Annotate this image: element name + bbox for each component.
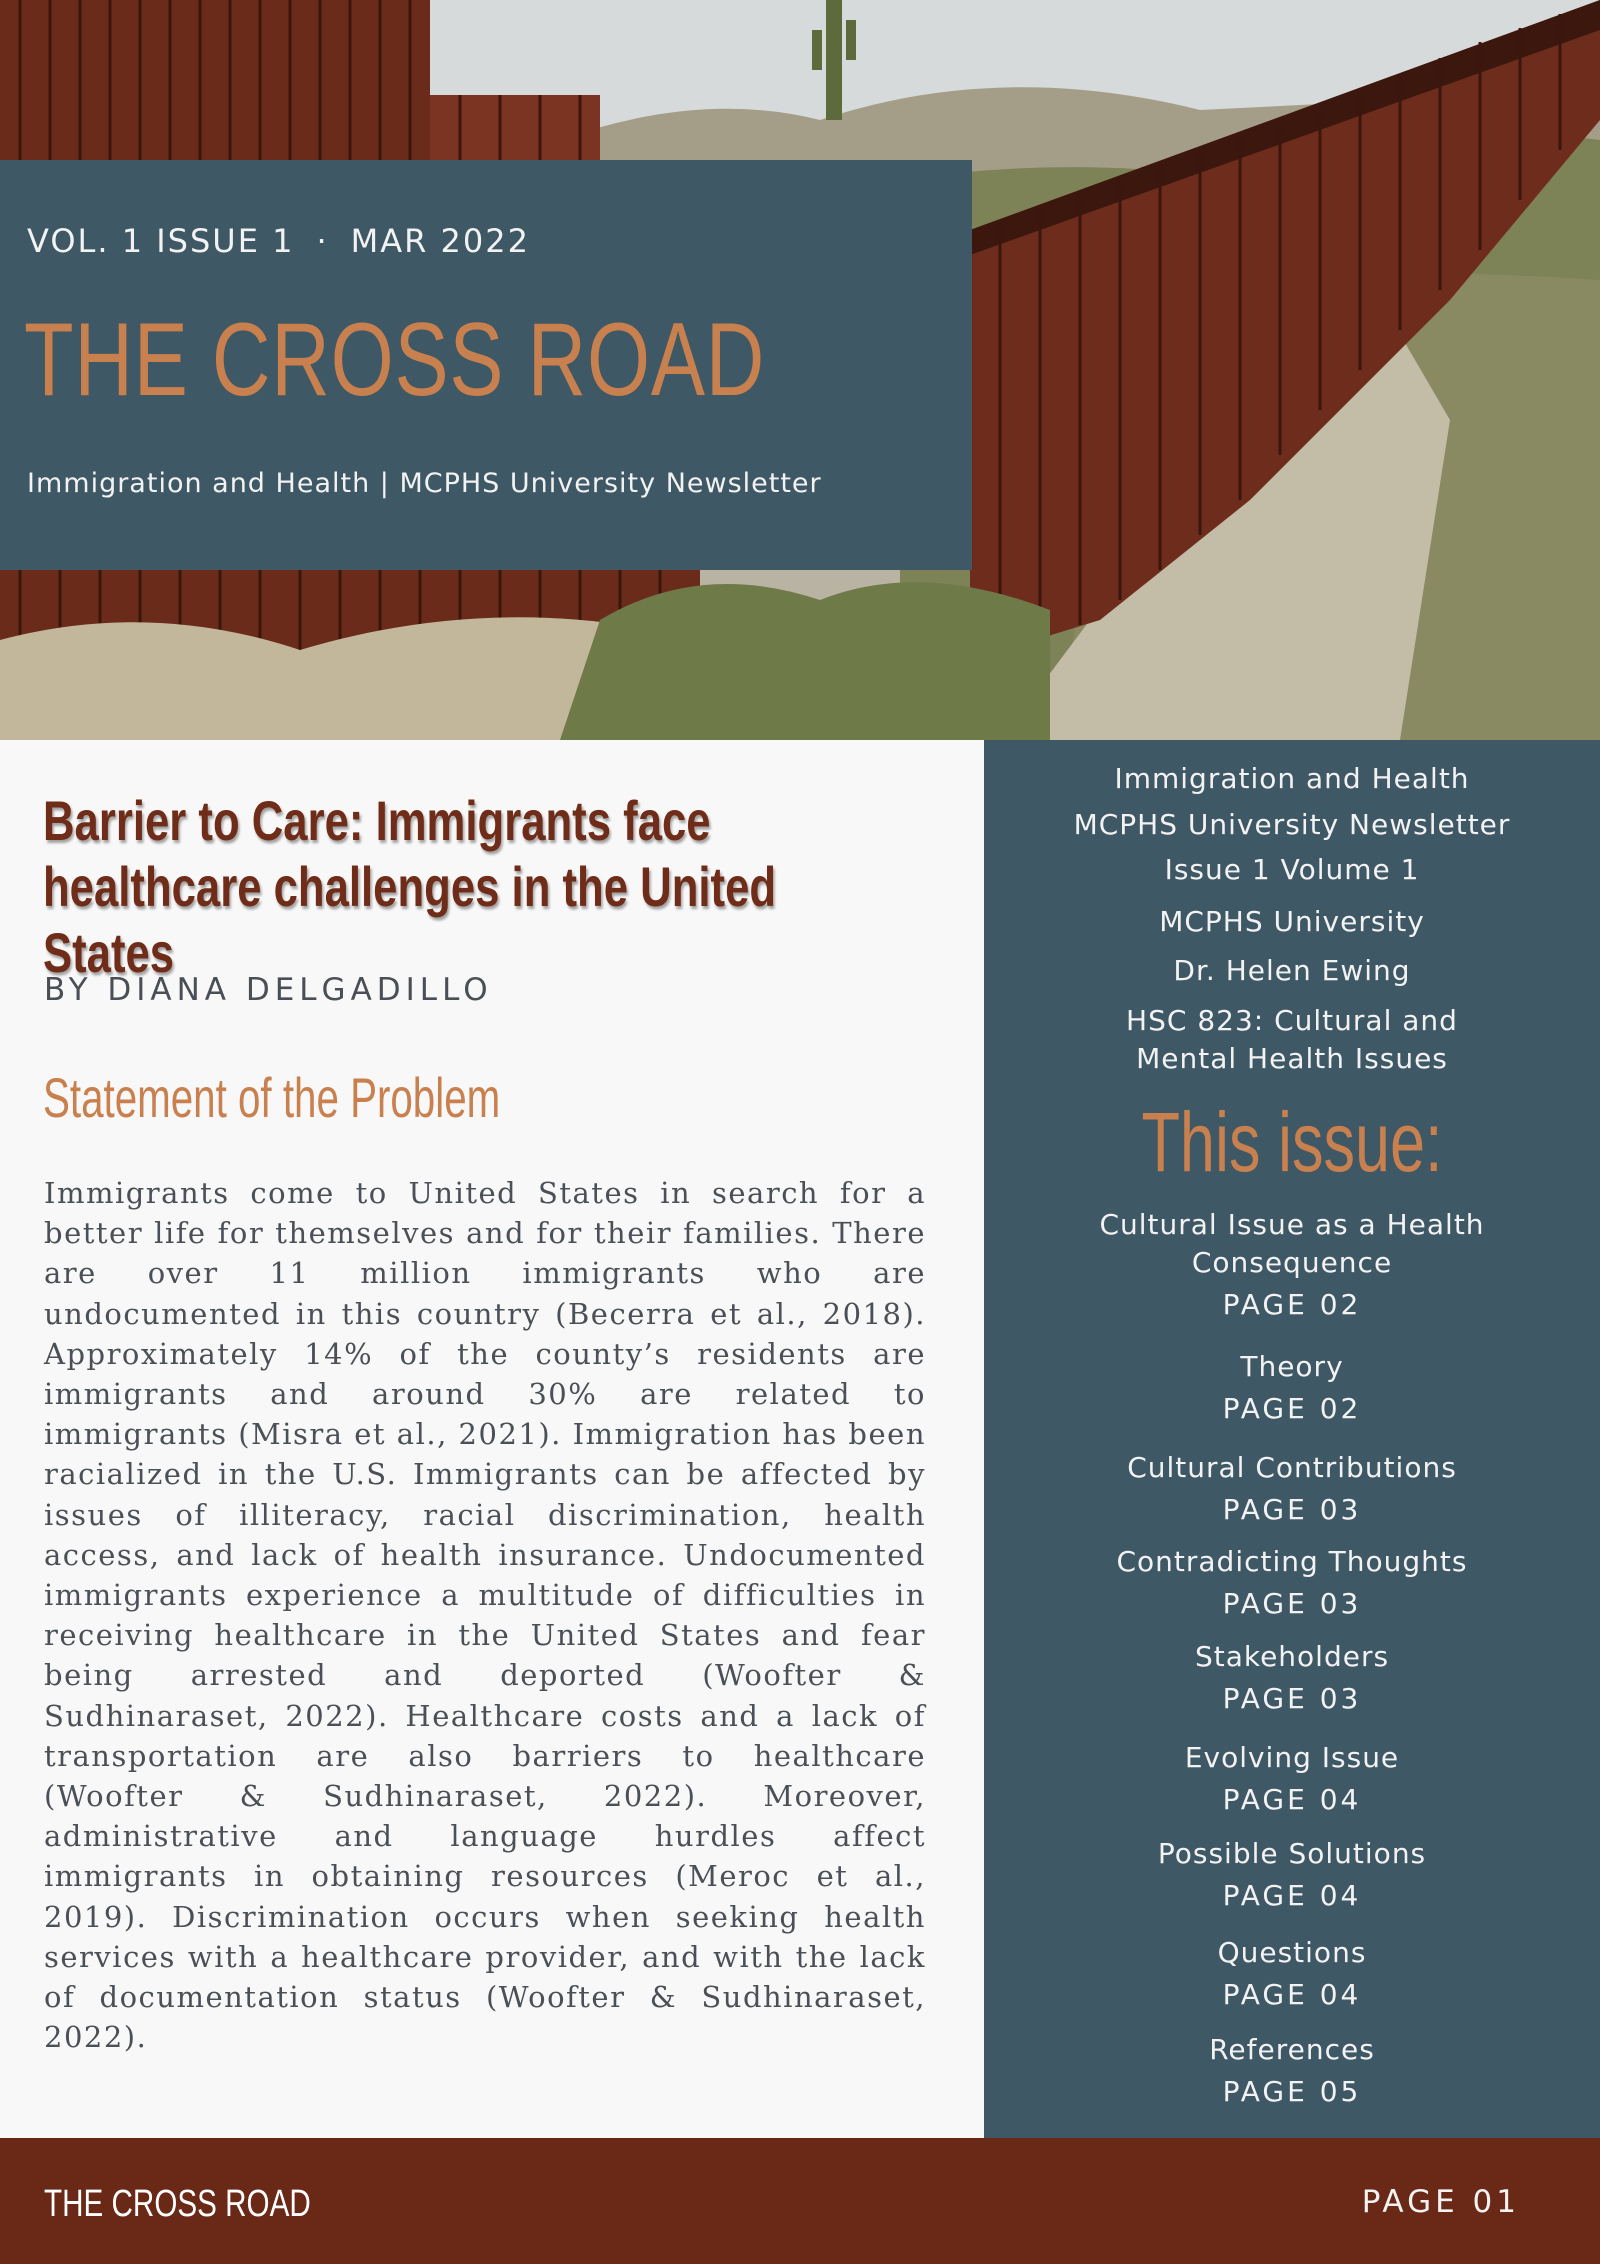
toc-item[interactable] [984,1638,1600,1718]
toc-item-title: Stakeholders [1194,1640,1390,1673]
sidebar-info-issue: Issue 1 Volume 1 [1164,853,1420,886]
issue-line [27,222,530,260]
sidebar [984,740,1600,2138]
sidebar-info-university: MCPHS University [1159,905,1425,938]
toc-item-title: References [1209,2033,1375,2066]
footer-page-number: PAGE 01 [1361,2184,1520,2220]
toc-item[interactable] [984,1739,1600,1819]
toc-item-title: Evolving Issue [1184,1741,1400,1774]
toc-item-page: PAGE 03 [1222,1493,1362,1526]
issue-label: VOL. 1 ISSUE 1 [27,222,295,260]
toc-item[interactable] [984,1348,1600,1428]
toc-item-page: PAGE 04 [1222,1978,1362,2011]
toc-item-page: PAGE 03 [1222,1587,1362,1620]
issue-separator: · [316,222,329,260]
toc-item-title: Cultural Issue as a Health Consequence [1099,1208,1485,1279]
toc-item-page: PAGE 04 [1222,1879,1362,1912]
toc-item[interactable] [984,1934,1600,2014]
toc-item[interactable] [984,1449,1600,1529]
masthead-tagline: Immigration and Health | MCPHS University Newsletter [27,468,822,499]
toc-item-page: PAGE 04 [1222,1783,1362,1816]
toc-item-title: Possible Solutions [1157,1837,1427,1870]
toc-item-title: Questions [1217,1936,1367,1969]
section-title: Statement of the Problem [43,1066,501,1129]
toc-item-title: Theory [1240,1350,1344,1383]
sidebar-info-course-line2: Mental Health Issues [1136,1042,1448,1075]
toc-item[interactable] [984,2031,1600,2111]
toc-item-title: Cultural Contributions [1127,1451,1457,1484]
issue-date: MAR 2022 [350,222,530,260]
article-byline: BY DIANA DELGADILLO [44,972,493,1008]
toc-item-title: Contradicting Thoughts [1116,1545,1468,1578]
toc-item-page: PAGE 02 [1222,1288,1362,1321]
footer-title: THE CROSS ROAD [44,2183,311,2225]
toc-item-page: PAGE 05 [1222,2075,1362,2108]
sidebar-info-course-line1: HSC 823: Cultural and [1126,1004,1458,1037]
toc-item-page: PAGE 03 [1222,1682,1362,1715]
toc-item[interactable] [984,1206,1600,1324]
masthead-title: THE CROSS ROAD [24,302,766,418]
toc-item[interactable] [984,1543,1600,1623]
article-headline: Barrier to Care: Immigrants face healthcare challenges in the United States [43,789,777,984]
sidebar-info-newsletter: Immigration and Health [1114,762,1470,795]
article-body: Immigrants come to United States in search for a better life for themselves and for their families. There are over 11 million immigrants who are undocumented in this country (Becerra et al., 2018). Approximately 14% of the county’s residents are immigrants and around 30% are related to immigrants (Misra et al., 2021). Immigration has been racialized in the U.S. Immigrants can be affected by issues of illiteracy, racial discrimination, health access, and lack of health insurance. Undocumented immigrants experience a multitude of difficulties in receiving healthcare in the United States and fear being arrested and deported (Woofter & Sudhinaraset, 2022). Healthcare costs and a lack of transportation are also barriers to healthcare (Woofter & Sudhinaraset, 2022). Moreover, administrative and language hurdles affect immigrants in obtaining resources (Meroc et al., 2019). Discrimination occurs when seeking health services with a healthcare provider, and with the lack of documentation status (Woofter & Sudhinaraset, 2022). [44,1176,926,2055]
sidebar-issue-title: This issue: [1141,1095,1443,1189]
toc-item[interactable] [984,1835,1600,1915]
sidebar-info-instructor: Dr. Helen Ewing [1173,954,1411,987]
sidebar-info-university-newsletter: MCPHS University Newsletter [1073,808,1511,841]
toc-item-page: PAGE 02 [1222,1392,1362,1425]
